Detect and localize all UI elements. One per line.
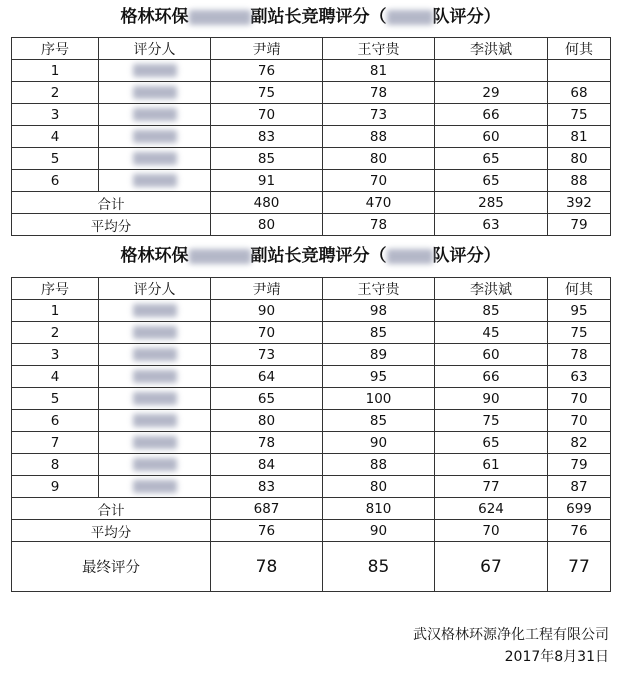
header-candidate-1: 尹靖 (211, 278, 323, 300)
row-no: 6 (12, 170, 99, 192)
score-cell: 76 (211, 60, 323, 82)
score-cell: 61 (435, 454, 548, 476)
total-cell: 624 (435, 498, 548, 520)
redacted-name (189, 10, 251, 25)
score-cell: 90 (323, 432, 435, 454)
total-label: 合计 (12, 192, 211, 214)
score-table-1 (11, 37, 611, 236)
average-label: 平均分 (12, 214, 211, 236)
total-cell: 285 (435, 192, 548, 214)
footer (413, 624, 609, 668)
score-cell: 29 (435, 82, 548, 104)
average-cell: 76 (548, 520, 611, 542)
score-cell: 90 (435, 388, 548, 410)
header-candidate-4: 何其 (548, 38, 611, 60)
rater-name-redacted (99, 322, 211, 344)
score-cell: 83 (211, 476, 323, 498)
table-row (12, 366, 611, 388)
score-cell: 64 (211, 366, 323, 388)
redacted-rater (133, 414, 177, 427)
score-cell: 82 (548, 432, 611, 454)
redacted-rater (133, 348, 177, 361)
row-no: 1 (12, 60, 99, 82)
row-no: 2 (12, 82, 99, 104)
score-cell: 78 (323, 82, 435, 104)
redacted-rater (133, 130, 177, 143)
table-header-row (12, 38, 611, 60)
average-label: 平均分 (12, 520, 211, 542)
title-suffix: 队评分） (432, 246, 501, 266)
table-row (12, 476, 611, 498)
header-candidate-3: 李洪斌 (435, 278, 548, 300)
average-row (12, 520, 611, 542)
header-no: 序号 (12, 38, 99, 60)
score-cell: 90 (211, 300, 323, 322)
title-prefix: 格林环保 (120, 7, 189, 27)
rater-name-redacted (99, 366, 211, 388)
total-cell: 480 (211, 192, 323, 214)
rater-name-redacted (99, 126, 211, 148)
average-cell: 80 (211, 214, 323, 236)
score-cell (548, 60, 611, 82)
header-candidate-3: 李洪斌 (435, 38, 548, 60)
rater-name-redacted (99, 454, 211, 476)
score-cell: 89 (323, 344, 435, 366)
total-row (12, 192, 611, 214)
row-no: 3 (12, 344, 99, 366)
row-no: 9 (12, 476, 99, 498)
table-row (12, 104, 611, 126)
redacted-rater (133, 86, 177, 99)
total-cell: 699 (548, 498, 611, 520)
table-row (12, 60, 611, 82)
redacted-rater (133, 152, 177, 165)
score-cell: 65 (435, 170, 548, 192)
table2-title (0, 245, 621, 267)
header-rater: 评分人 (99, 278, 211, 300)
final-score-row (12, 542, 611, 592)
score-cell: 70 (548, 410, 611, 432)
redacted-rater (133, 370, 177, 383)
redacted-name (189, 249, 251, 264)
score-cell: 84 (211, 454, 323, 476)
score-cell: 88 (323, 454, 435, 476)
score-cell: 60 (435, 126, 548, 148)
score-cell: 65 (435, 432, 548, 454)
score-cell: 85 (323, 410, 435, 432)
score-cell: 88 (323, 126, 435, 148)
score-cell: 73 (323, 104, 435, 126)
average-cell: 70 (435, 520, 548, 542)
score-cell: 66 (435, 104, 548, 126)
table-row (12, 410, 611, 432)
score-cell: 81 (548, 126, 611, 148)
score-cell: 80 (323, 148, 435, 170)
redacted-rater (133, 326, 177, 339)
score-cell: 77 (435, 476, 548, 498)
redacted-rater (133, 64, 177, 77)
score-cell: 73 (211, 344, 323, 366)
document-date: 2017年8月31日 (504, 649, 609, 665)
total-cell: 687 (211, 498, 323, 520)
score-cell: 75 (435, 410, 548, 432)
redacted-rater (133, 436, 177, 449)
header-candidate-2: 王守贵 (323, 38, 435, 60)
score-cell: 98 (323, 300, 435, 322)
table-row (12, 388, 611, 410)
score-cell: 66 (435, 366, 548, 388)
score-cell: 65 (435, 148, 548, 170)
row-no: 6 (12, 410, 99, 432)
score-cell (435, 60, 548, 82)
rater-name-redacted (99, 344, 211, 366)
title-middle: 副站长竞聘评分（ (250, 246, 387, 266)
score-cell: 83 (211, 126, 323, 148)
score-cell: 63 (548, 366, 611, 388)
average-cell: 76 (211, 520, 323, 542)
score-cell: 75 (548, 104, 611, 126)
score-cell: 75 (211, 82, 323, 104)
rater-name-redacted (99, 300, 211, 322)
score-cell: 45 (435, 322, 548, 344)
row-no: 4 (12, 126, 99, 148)
redacted-rater (133, 174, 177, 187)
rater-name-redacted (99, 170, 211, 192)
final-score-cell: 78 (211, 542, 323, 592)
table-row (12, 148, 611, 170)
score-cell: 85 (211, 148, 323, 170)
table-row (12, 432, 611, 454)
header-no: 序号 (12, 278, 99, 300)
score-cell: 60 (435, 344, 548, 366)
rater-name-redacted (99, 388, 211, 410)
row-no: 4 (12, 366, 99, 388)
redacted-rater (133, 480, 177, 493)
average-cell: 90 (323, 520, 435, 542)
header-candidate-4: 何其 (548, 278, 611, 300)
score-cell: 88 (548, 170, 611, 192)
title-middle: 副站长竞聘评分（ (250, 7, 387, 27)
score-cell: 75 (548, 322, 611, 344)
score-cell: 87 (548, 476, 611, 498)
score-cell: 85 (323, 322, 435, 344)
final-score-cell: 77 (548, 542, 611, 592)
row-no: 3 (12, 104, 99, 126)
total-cell: 810 (323, 498, 435, 520)
redacted-rater (133, 108, 177, 121)
score-cell: 68 (548, 82, 611, 104)
title-suffix: 队评分） (432, 7, 501, 27)
table-row (12, 344, 611, 366)
row-no: 7 (12, 432, 99, 454)
company-name: 武汉格林环源净化工程有限公司 (413, 627, 609, 643)
header-candidate-1: 尹靖 (211, 38, 323, 60)
rater-name-redacted (99, 476, 211, 498)
final-score-cell: 85 (323, 542, 435, 592)
score-cell: 95 (323, 366, 435, 388)
rater-name-redacted (99, 432, 211, 454)
table-row (12, 82, 611, 104)
row-no: 5 (12, 148, 99, 170)
rater-name-redacted (99, 82, 211, 104)
average-cell: 79 (548, 214, 611, 236)
final-score-label: 最终评分 (12, 542, 211, 592)
score-cell: 85 (435, 300, 548, 322)
rater-name-redacted (99, 60, 211, 82)
total-cell: 470 (323, 192, 435, 214)
score-cell: 70 (211, 322, 323, 344)
total-label: 合计 (12, 498, 211, 520)
table-row (12, 454, 611, 476)
score-cell: 80 (211, 410, 323, 432)
redacted-rater (133, 392, 177, 405)
score-cell: 65 (211, 388, 323, 410)
total-cell: 392 (548, 192, 611, 214)
table-header-row (12, 278, 611, 300)
score-cell: 100 (323, 388, 435, 410)
score-cell: 81 (323, 60, 435, 82)
table1-title (0, 6, 621, 28)
table-row (12, 322, 611, 344)
score-cell: 80 (323, 476, 435, 498)
score-cell: 80 (548, 148, 611, 170)
score-cell: 79 (548, 454, 611, 476)
score-cell: 78 (548, 344, 611, 366)
row-no: 1 (12, 300, 99, 322)
redacted-rater (133, 304, 177, 317)
row-no: 8 (12, 454, 99, 476)
table-row (12, 126, 611, 148)
score-cell: 70 (548, 388, 611, 410)
title-prefix: 格林环保 (120, 246, 189, 266)
header-rater: 评分人 (99, 38, 211, 60)
rater-name-redacted (99, 104, 211, 126)
score-cell: 70 (211, 104, 323, 126)
average-cell: 78 (323, 214, 435, 236)
score-cell: 95 (548, 300, 611, 322)
average-cell: 63 (435, 214, 548, 236)
score-cell: 78 (211, 432, 323, 454)
redacted-team (387, 249, 433, 264)
rater-name-redacted (99, 410, 211, 432)
row-no: 2 (12, 322, 99, 344)
redacted-team (387, 10, 433, 25)
redacted-rater (133, 458, 177, 471)
score-cell: 91 (211, 170, 323, 192)
table-row (12, 170, 611, 192)
score-table-2 (11, 277, 611, 592)
average-row (12, 214, 611, 236)
row-no: 5 (12, 388, 99, 410)
table-row (12, 300, 611, 322)
final-score-cell: 67 (435, 542, 548, 592)
total-row (12, 498, 611, 520)
rater-name-redacted (99, 148, 211, 170)
score-cell: 70 (323, 170, 435, 192)
header-candidate-2: 王守贵 (323, 278, 435, 300)
